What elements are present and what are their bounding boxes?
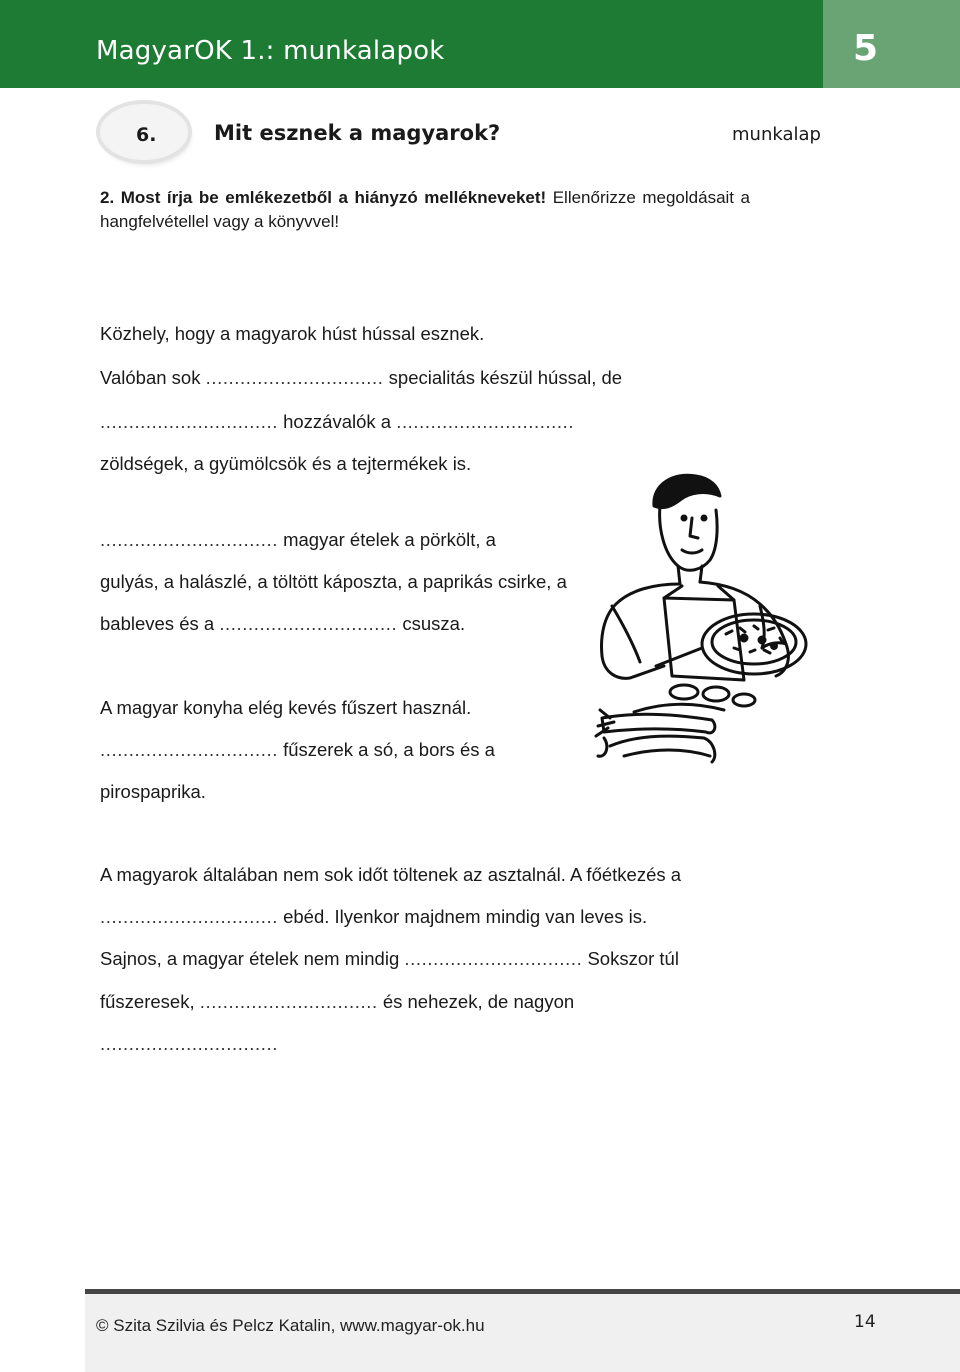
blank-field[interactable]: ............................... bbox=[199, 991, 378, 1012]
text-line-6: gulyás, a halászlé, a töltött káposzta, a paprikás csirke, a bbox=[100, 571, 567, 592]
line-text: specialitás készül hússal, de bbox=[388, 367, 623, 388]
page-number: 14 bbox=[854, 1312, 876, 1332]
line-text: fűszeresek, bbox=[100, 991, 195, 1012]
exercise-instruction bbox=[100, 186, 750, 234]
text-line-2 bbox=[100, 366, 622, 390]
text-line-3 bbox=[100, 410, 574, 434]
text-line-15 bbox=[100, 1032, 278, 1056]
blank-field[interactable]: ............................... bbox=[219, 613, 398, 634]
instruction-rest: Ellenőrizze megoldásait a hangfelvétellel vagy a könyvvel! bbox=[100, 188, 750, 231]
chapter-number-box bbox=[823, 0, 960, 88]
text-line-1: Közhely, hogy a magyarok húst hússal esznek. bbox=[100, 323, 485, 344]
line-text: hozzávalók a bbox=[283, 411, 392, 432]
text-line-14 bbox=[100, 990, 574, 1014]
instruction-bold: 2. Most írja be emlékezetből a hiányzó mellékneveket! bbox=[100, 188, 547, 207]
worksheet-series-title: MagyarOK 1.: munkalapok bbox=[96, 36, 445, 66]
lesson-type-label: munkalap bbox=[732, 124, 821, 145]
line-text: magyar ételek a pörkölt, a bbox=[283, 529, 496, 550]
blank-field[interactable]: ............................... bbox=[100, 906, 278, 927]
line-text: és nehezek, de nagyon bbox=[382, 991, 575, 1012]
blank-field[interactable]: ............................... bbox=[100, 411, 278, 432]
line-text: csusza. bbox=[402, 613, 466, 634]
chapter-number: 5 bbox=[853, 28, 879, 69]
blank-field[interactable]: ............................... bbox=[205, 367, 384, 388]
text-line-13 bbox=[100, 947, 679, 971]
text-line-4: zöldségek, a gyümölcsök és a tejtermékek is. bbox=[100, 453, 472, 474]
text-line-9 bbox=[100, 738, 495, 762]
text-line-5 bbox=[100, 528, 496, 552]
line-text: fűszerek a só, a bors és a bbox=[283, 739, 495, 760]
blank-field[interactable]: ............................... bbox=[100, 739, 278, 760]
blank-field[interactable]: ............................... bbox=[396, 411, 575, 432]
line-text: Sajnos, a magyar ételek nem mindig bbox=[100, 948, 400, 969]
line-text: bableves és a bbox=[100, 613, 215, 634]
blank-field[interactable]: ............................... bbox=[100, 529, 278, 550]
cook-illustration bbox=[594, 466, 816, 772]
lesson-number: 6. bbox=[136, 124, 157, 146]
blank-field[interactable]: ............................... bbox=[100, 1033, 278, 1054]
line-text: Valóban sok bbox=[100, 367, 201, 388]
text-line-8: A magyar konyha elég kevés fűszert használ. bbox=[100, 697, 472, 718]
text-line-7 bbox=[100, 612, 465, 636]
copyright-text: © Szita Szilvia és Pelcz Katalin, www.magyar-ok.hu bbox=[96, 1316, 485, 1335]
text-line-10: pirospaprika. bbox=[100, 781, 206, 802]
text-line-12 bbox=[100, 905, 647, 929]
lesson-title: Mit esznek a magyarok? bbox=[214, 121, 501, 145]
blank-field[interactable]: ............................... bbox=[404, 948, 583, 969]
line-text: ebéd. Ilyenkor majdnem mindig van leves is. bbox=[283, 906, 648, 927]
line-text: Sokszor túl bbox=[587, 948, 679, 969]
text-line-11: A magyarok általában nem sok időt töltenek az asztalnál. A főétkezés a bbox=[100, 864, 682, 885]
